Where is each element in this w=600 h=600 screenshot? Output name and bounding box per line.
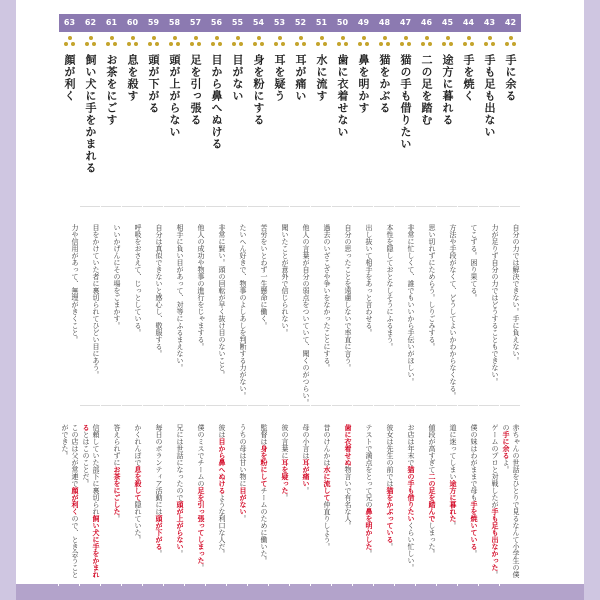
crest-mark-icon <box>400 36 411 47</box>
example-highlight: 二の足を踏んで <box>428 473 436 522</box>
idiom-heading: 目がない <box>231 54 244 102</box>
idiom-heading: 耳を疑う <box>273 54 286 102</box>
idiom-meaning: たいへん好きで、物事のよしあしを判断する力がない。 <box>239 224 247 399</box>
entry-number: 55 <box>227 14 248 32</box>
example-text: 答えられずに <box>113 424 121 466</box>
idiom-example <box>332 424 353 584</box>
idiom-example <box>101 424 122 584</box>
example-text: テストで満点をとって兄の <box>365 424 373 508</box>
crest-mark-icon <box>211 36 222 47</box>
example-text: 。 <box>449 522 457 529</box>
example-text: 信頼していた部下に裏切られ <box>92 424 100 515</box>
idiom-example <box>248 424 269 584</box>
idiom-entry <box>394 14 415 586</box>
example-text: 。 <box>365 550 373 557</box>
idiom-heading: 耳が痛い <box>294 54 307 102</box>
idiom-entry <box>226 14 247 586</box>
idiom-heading: 手を焼く <box>462 54 475 102</box>
example-highlight: 鼻を明かした <box>365 508 373 550</box>
left-margin-band <box>0 0 16 600</box>
example-highlight: 耳が痛い <box>302 459 310 487</box>
crest-mark-icon <box>295 36 306 47</box>
example-text: 彼の言葉に <box>281 424 289 459</box>
crest-mark-icon <box>232 36 243 47</box>
idiom-entry <box>163 14 184 586</box>
bottom-bar <box>16 584 584 600</box>
entry-number: 61 <box>101 14 122 32</box>
example-highlight: 耳を疑った <box>281 459 289 494</box>
example-highlight: 身を粉にして <box>260 445 268 487</box>
example-text: 昔のけんかは <box>323 424 331 466</box>
example-text: ので、とき会うことができた。 <box>61 424 79 578</box>
example-text: 。 <box>155 550 163 557</box>
crest-mark-icon <box>337 36 348 47</box>
example-text: しまった。 <box>428 522 436 557</box>
entry-number: 50 <box>332 14 353 32</box>
example-text: 道に迷ってしまい <box>449 424 457 480</box>
idiom-example <box>500 424 521 584</box>
idiom-meaning: てこずる。困り果てる。 <box>470 224 478 301</box>
example-text: この店は父が常連で <box>71 424 79 487</box>
example-text: 。 <box>176 550 184 557</box>
idiom-meaning: 方法や手段がなくて、どうしてよいかわからなくなる。 <box>449 224 457 399</box>
idiom-example <box>164 424 185 584</box>
example-text: 。 <box>386 543 394 550</box>
idiom-heading: 猫をかぶる <box>378 54 391 114</box>
idiom-heading: 飼い犬に手をかまれる <box>84 54 97 174</box>
crest-mark-icon <box>274 36 285 47</box>
idiom-example <box>458 424 479 584</box>
idiom-entry <box>247 14 268 586</box>
idiom-columns <box>61 14 520 586</box>
idiom-meaning: 目をかけていた者に裏切られてひどい目にあう。 <box>92 224 100 378</box>
idiom-heading: 歯に衣着せない <box>336 54 349 138</box>
idiom-heading: 手も足も出ない <box>483 54 496 138</box>
idiom-meaning: 自分は真似できないと感心し、敬服する。 <box>155 224 163 357</box>
idiom-meaning: 他人の言葉が自分の弱点をついていて、聞くのがつらい。 <box>302 224 310 406</box>
example-text: 。 <box>113 515 121 522</box>
idiom-example <box>206 424 227 584</box>
example-text: ゲームのプロと対戦したが <box>491 424 499 508</box>
crest-mark-icon <box>442 36 453 47</box>
example-highlight: 手を焼いている <box>470 501 478 550</box>
idiom-entry <box>58 14 79 586</box>
example-text: 仲直りしよう。 <box>323 501 331 550</box>
example-text: 母の小言は <box>302 424 310 459</box>
idiom-heading: 水に流す <box>315 54 328 102</box>
example-text: 兄には世話になったので <box>176 424 184 501</box>
idiom-entry <box>289 14 310 586</box>
example-highlight: 猫の手も借りたい <box>407 466 415 522</box>
idiom-heading: 二の足を踏む <box>420 54 433 126</box>
idiom-meaning: 非常に賢い。頭の回転が早く抜け目のないこと。 <box>218 224 226 378</box>
entry-number: 58 <box>164 14 185 32</box>
idiom-example <box>59 424 80 584</box>
idiom-heading: 足を引っ張る <box>189 54 202 126</box>
example-text: 彼は <box>218 424 226 438</box>
idiom-example <box>290 424 311 584</box>
idiom-entry <box>415 14 436 586</box>
idiom-example <box>269 424 290 584</box>
idiom-meaning: 苦労をいとわず一生懸命に働く。 <box>260 224 268 329</box>
example-text: 。 <box>302 487 310 494</box>
entry-number: 56 <box>206 14 227 32</box>
idiom-example <box>479 424 500 584</box>
example-highlight: 猫をかぶっている <box>386 487 394 543</box>
idiom-heading: 顔が利く <box>63 54 76 102</box>
entry-number: 59 <box>143 14 164 32</box>
idiom-meaning: 聞いたことが意外で信じられない。 <box>281 224 289 336</box>
entry-number: 57 <box>185 14 206 32</box>
idiom-entry <box>205 14 226 586</box>
example-highlight: 顔が利く <box>71 487 79 515</box>
entry-number: 63 <box>59 14 80 32</box>
entry-number: 52 <box>290 14 311 32</box>
example-text: 。 <box>491 571 499 578</box>
idiom-entry <box>478 14 499 586</box>
example-highlight: 途方に暮れた <box>449 480 457 522</box>
entry-number: 51 <box>311 14 332 32</box>
crest-mark-icon <box>127 36 138 47</box>
idiom-meaning: 他人の成功や物事の進行をじゃまする。 <box>197 224 205 350</box>
example-highlight: 頭が下がる <box>155 515 163 550</box>
entry-number: 60 <box>122 14 143 32</box>
example-text: 。 <box>239 515 247 522</box>
idiom-entry <box>373 14 394 586</box>
example-text: 赤ちゃんの世話をひとりで見るなんて小学生の僕の <box>502 424 520 578</box>
example-text: かくれんぼで <box>134 424 142 466</box>
idiom-entry <box>184 14 205 586</box>
entry-number: 46 <box>416 14 437 32</box>
example-text: チームのために働いた。 <box>260 487 268 564</box>
idiom-meaning: 非常に忙しくて、誰でもいいから手伝いがほしい。 <box>407 224 415 385</box>
idiom-heading: 身を粉にする <box>252 54 265 126</box>
idiom-entry <box>100 14 121 586</box>
entry-number: 45 <box>437 14 458 32</box>
example-text: よ。 <box>502 459 510 473</box>
example-highlight: 歯に衣着せぬ <box>344 424 352 466</box>
example-text: 監督は <box>260 424 268 445</box>
idiom-entry <box>436 14 457 586</box>
entry-number: 42 <box>500 14 521 32</box>
idiom-entry <box>499 14 520 586</box>
idiom-meaning: いいかげんにその場をごまかす。 <box>113 224 121 329</box>
example-text: うちの母は甘い物に <box>239 424 247 487</box>
idiom-example <box>374 424 395 584</box>
entry-number: 44 <box>458 14 479 32</box>
example-highlight: 目から鼻へぬける <box>218 438 226 494</box>
example-highlight: お茶をにごした <box>113 466 121 515</box>
idiom-example <box>122 424 143 584</box>
idiom-example <box>80 424 101 584</box>
idiom-heading: 息を殺す <box>126 54 139 102</box>
crest-mark-icon <box>358 36 369 47</box>
crest-mark-icon <box>421 36 432 47</box>
example-highlight: 足を引っ張ってしまった <box>197 487 205 564</box>
idiom-meaning: 力や信用があって、無理がきくこと。 <box>71 224 79 343</box>
idiom-entry <box>457 14 478 586</box>
idiom-entry <box>142 14 163 586</box>
idiom-heading: 頭が上がらない <box>168 54 181 138</box>
example-text: お店は年末で <box>407 424 415 466</box>
example-text: 。 <box>470 550 478 557</box>
idiom-example <box>143 424 164 584</box>
example-text: 値段が高すぎて <box>428 424 436 473</box>
entry-number: 48 <box>374 14 395 32</box>
crest-mark-icon <box>484 36 495 47</box>
idiom-example <box>353 424 374 584</box>
example-text: 彼女は先生の前では <box>386 424 394 487</box>
example-text: 毎日のボランティア活動には <box>155 424 163 515</box>
crest-mark-icon <box>85 36 96 47</box>
idiom-example <box>395 424 416 584</box>
example-text: とはこのことだ。 <box>82 431 90 487</box>
example-text: 。 <box>197 564 205 571</box>
crest-mark-icon <box>253 36 264 47</box>
crest-mark-icon <box>106 36 117 47</box>
idiom-heading: 頭が下がる <box>147 54 160 114</box>
idiom-heading: 鼻を明かす <box>357 54 370 114</box>
idiom-heading: 目から鼻へぬける <box>210 54 223 150</box>
example-text: 。 <box>281 494 289 501</box>
crest-mark-icon <box>505 36 516 47</box>
idiom-meaning: 自分の思ったことを遠慮しないで率直に言う。 <box>344 224 352 371</box>
idiom-example <box>185 424 206 584</box>
idiom-meaning: 力が足りず自分の力ではどうすることもできない。 <box>491 224 499 385</box>
idiom-example <box>311 424 332 584</box>
idiom-entry <box>268 14 289 586</box>
idiom-entry <box>310 14 331 586</box>
crest-mark-icon <box>169 36 180 47</box>
example-highlight: 手に余る <box>502 431 510 459</box>
entry-number: 62 <box>80 14 101 32</box>
idiom-heading: 途方に暮れる <box>441 54 454 126</box>
idiom-meaning: 呼吸をおさえて、じっとしている。 <box>134 224 142 336</box>
example-text: 物言いで有名な人。 <box>344 466 352 529</box>
crest-mark-icon <box>64 36 75 47</box>
idiom-meaning: 相手に負い目があって、対等にふるまえない。 <box>176 224 184 371</box>
example-highlight: 飼い犬に手をかまれる <box>82 424 100 578</box>
idiom-entry <box>352 14 373 586</box>
right-margin-band <box>584 0 600 600</box>
crest-mark-icon <box>463 36 474 47</box>
idiom-example <box>416 424 437 584</box>
idiom-example <box>437 424 458 584</box>
idiom-heading: お茶をにごす <box>105 54 118 126</box>
crest-mark-icon <box>190 36 201 47</box>
idiom-meaning: 自分の力では解決できない。手に負えない。 <box>512 224 520 364</box>
crest-mark-icon <box>148 36 159 47</box>
idiom-heading: 手に余る <box>504 54 517 102</box>
idiom-meaning: 出し抜いて相手をあっと言わせる。 <box>365 224 373 336</box>
entry-number: 54 <box>248 14 269 32</box>
entry-number: 47 <box>395 14 416 32</box>
idiom-entry <box>121 14 142 586</box>
entry-number: 53 <box>269 14 290 32</box>
example-highlight: 頭が上がらない <box>176 501 184 550</box>
idiom-meaning: 思い切れずにためらう。しりごみする。 <box>428 224 436 350</box>
entry-number: 49 <box>353 14 374 32</box>
crest-mark-icon <box>379 36 390 47</box>
example-highlight: 息を殺して <box>134 466 142 501</box>
idiom-entry <box>79 14 100 586</box>
example-text: 僕の妹はわがままで母も <box>470 424 478 501</box>
idiom-meaning: 過去のいざこざや争いをなかったことにする。 <box>323 224 331 371</box>
idiom-entry <box>331 14 352 586</box>
example-text: ような利口な人だ。 <box>218 494 226 557</box>
example-text: くらい忙しい。 <box>407 522 415 571</box>
idiom-meaning: 本性を隠しておとなしそうにふるまう。 <box>386 224 394 350</box>
idiom-heading: 猫の手も借りたい <box>399 54 412 150</box>
example-highlight: 目がない <box>239 487 247 515</box>
entry-number: 43 <box>479 14 500 32</box>
idiom-example <box>227 424 248 584</box>
example-text: 僕のミスでチームの <box>197 424 205 487</box>
example-text: 隠れていた。 <box>134 501 142 543</box>
example-highlight: 水に流して <box>323 466 331 501</box>
crest-mark-icon <box>316 36 327 47</box>
example-highlight: 手も足も出なかった <box>491 508 499 571</box>
